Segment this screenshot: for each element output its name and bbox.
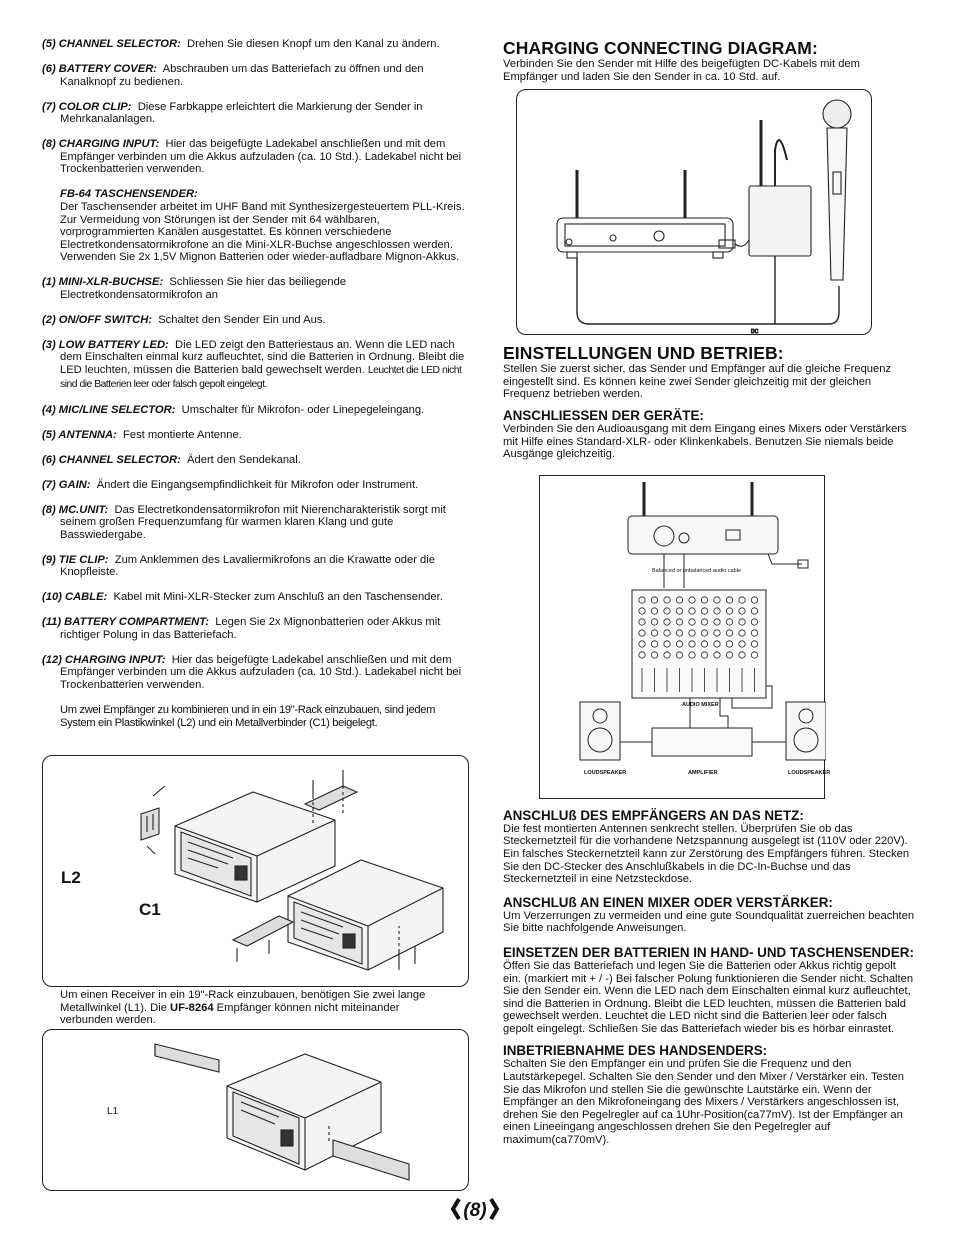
list-item: (9) TIE CLIP: Zum Anklemmen des Lavaliermikrofons an die Krawatte oder die Knopfleiste. [42,553,435,579]
rack-mount-drawing [43,756,470,988]
list-item: (1) MINI-XLR-BUCHSE: Schliessen Sie hier das beiliegende Electretkondensatormikrofon an [42,276,347,301]
ce-mark-icon [449,1197,501,1221]
svg-text:DC: DC [751,329,759,336]
list-item: (5) ANTENNA: Fest montierte Antenne. [42,428,242,441]
batterien-text: Öffen Sie das Batteriefach und legen Sie die Batterien oder Akkus richtig gepolt ein. (markiert mit + / -) Bei falscher Polung funktionieren die Sender nicht. Schalten Sie den Sender ein. Wenn die LED nach dem Einschalten einmal kurz aufleuchtet, sind die Batterien in Ordnung. Bleibt die LED leuchten, müssen die Batterien bald gewechselt werden. Leuchtet die LED nicht sind die Batterien leer oder falsch gepolt eingelegt. Schließen Sie das Batteriefach wieder bis es hörbar einrastet. [503,959,914,1035]
rack-note: Um zwei Empfänger zu kombinieren und in ein 19"-Rack einzubauen, sind jedem System ein Plastikwinkel (L2) und ein Metallverbinder (C1) beigelegt. [60,704,436,729]
loudspeaker-right-label: LOUDSPEAKER [788,769,831,776]
batterien-title: EINSETZEN DER BATTERIEN IN HAND- UND TASCHENSENDER: [503,944,914,960]
audio-setup-drawing [540,476,826,800]
list-item: (6) BATTERY COVER: Abschrauben um das Batteriefach zu öffnen und den Kanalknopf zu bedienen. [42,62,424,88]
receiver-controls-list [42,38,470,176]
audio-mixer-label: AUDIO MIXER [682,701,719,708]
transmitter-controls-list [42,276,470,691]
audio-cable-label: Balanced or unbalanced audio cable [652,567,741,574]
list-item: (6) CHANNEL SELECTOR: Ädert den Sendekanal. [42,453,301,466]
c1-label: C1 [139,900,161,919]
left-column [42,38,470,729]
einstellungen-text: Stellen Sie zuerst sicher, das Sender und Empfänger auf die gleiche Frequenz eingestellt sind. Es können keine zwei Sender gleichzeitig mit der gleichen Frequenz betrieben werden. [503,363,892,401]
list-item: (7) COLOR CLIP: Diese Farbkappe erleichtert die Markierung der Sender in Mehrkanalanlagen. [42,100,423,126]
list-item: (4) MIC/LINE SELECTOR: Umschalter für Mikrofon- oder Linepegeleingang. [42,403,425,416]
amplifier-label: AMPLIFIER [688,769,718,776]
mixer-text: Um Verzerrungen zu vermeiden und eine gute Soundqualität zuerreichen beachten Sie bitte nachfolgende Anweisungen. [503,909,915,935]
anschliessen-title: ANSCHLIESSEN DER GERÄTE: [503,407,704,423]
list-item: (2) ON/OFF SWITCH: Schaltet den Sender Ein und Aus. [42,313,326,326]
l1-label: L1 [107,1106,119,1117]
netz-text: Die fest montierten Antennen senkrecht stellen. Überprüfen Sie ob das Steckernetzteil für die vorhandene Netzspannung ausgelegt ist (110V oder 220V). Ein falsches Steckernetzteil kann zur Zerstörung des Empfängers führen. Stecken Sie den DC-Stecker des Anschlußkabels in die DC-In-Buchse und das Steckernetzteil in eine Netzsteckdose. [503,822,910,886]
list-item: (8) MC.UNIT: Das Electretkondensatormikrofon mit Nierencharakteristik sorgt mit seinem großen Frequenzumfang für warmen klaren Klang und gute Basswiedergabe. [42,503,446,541]
rack-note-single: Um einen Receiver in ein 19"-Rack einzubauen, benötigen Sie zwei lange Metallwinkel (L1). Die UF-8264 Empfänger können nicht miteinander verbunden werden. [60,989,426,1027]
einstellungen-title: EINSTELLUNGEN UND BETRIEB: [503,343,784,364]
page-number: (8) [463,1200,487,1221]
anschliessen-text: Verbinden Sie den Audioausgang mit dem Eingang eines Mixers oder Verstärkers mit Hilfe eines Standard-XLR- oder Klinkenkabels. Benutzen Sie niemals beide Ausgänge gleichzeitig. [503,422,907,461]
handsender-title: INBETRIEBNAHME DES HANDSENDERS: [503,1043,768,1059]
netz-title: ANSCHLUß DES EMPFÄNGERS AN DAS NETZ: [503,807,804,823]
charging-drawing [517,90,873,336]
audio-setup-figure [539,475,831,799]
right-column [503,38,915,1147]
rack-mount-figure-single [42,1029,469,1191]
charging-diagram-title: CHARGING CONNECTING DIAGRAM: [503,38,818,58]
mixer-title: ANSCHLUß AN EINEN MIXER ODER VERSTÄRKER: [503,894,833,910]
l2-label: L2 [61,868,81,887]
list-item: (7) GAIN: Ändert die Eingangsempfindlichkeit für Mikrofon oder Instrument. [42,478,419,491]
charging-diagram-text: Verbinden Sie den Sender mit Hilfe des beigefügten DC-Kabels mit dem Empfänger und laden Sie den Sender in ca. 10 Std. auf. [503,58,860,83]
list-item: (11) BATTERY COMPARTMENT: Legen Sie 2x Mignonbatterien oder Akkus mit richtiger Polung in das Batteriefach. [42,616,441,641]
fb64-description [42,188,470,264]
list-item: (5) CHANNEL SELECTOR: Drehen Sie diesen Knopf um den Kanal zu ändern. [42,38,440,50]
charging-figure [516,89,872,335]
rack-mount-figure-two [42,755,469,987]
list-item: (10) CABLE: Kabel mit Mini-XLR-Stecker zum Anschluß an den Taschensender. [42,591,443,604]
loudspeaker-left-label: LOUDSPEAKER [584,769,627,776]
list-item: (12) CHARGING INPUT: Hier das beigefügte Ladekabel anschließen und mit dem Empfänger verbinden um die Akkus aufzuladen (ca. 10 Std.). Ladekabel nicht bei Trockenbatterien verwenden. [42,653,462,692]
list-item: (8) CHARGING INPUT: Hier das beigefügte Ladekabel anschließen und mit dem Empfänger verbinden um die Akkus aufzuladen (ca. 10 Std.). Ladekabel nicht bei Trockenbatterien verwenden. [42,138,462,176]
fb64-text: Der Taschensender arbeitet im UHF Band mit Synthesizergesteuertem PLL-Kreis. Zur Vermeidung von Störungen ist der Sender mit 64 wählbaren, vorprogrammierten Kanälen ausgestattet. Es können verschiedene Electretkondensatormikrofone an die Mini-XLR-Buchse angeschlossen werden. Verwenden Sie 2x 1,5V Mignon Batterien oder wieder-aufladbare Mignon-Akkus. [60,200,465,264]
list-item: (3) LOW BATTERY LED: Die LED zeigt den Batteriestaus an. Wenn die LED nach dem Einschalten einmal kurz aufleuchtet, sind die Batterien in Ordnung. Bleibt die LED leuchten, müssen die Batterien bald gewechselt werden. Leuchtet die LED nicht sind die Batterien leer oder falsch gepolt eingelegt. [42,338,465,390]
handsender-text: Schalten Sie den Empfänger ein und prüfen Sie die Frequenz und den Lautstärkepegel. Schalten Sie den Sender und den Mixer / Verstärker ein. Testen Sie das Mikrofon und stellen Sie die gewünschte Lautstärke ein. Wenn der Empfänger an den Mikrofoneingang des Mixers / Verstärkers angeschlossen ist, drehen Sie den Pegelregler auf ca 1Uhr-Position(ca77mV). Ist der Empfänger an einen Lineeingang angeschlossen drehen Sie den Pegelregler auf maximum(ca770mV). [503,1058,904,1147]
fb64-title: FB-64 TASCHENSENDER: [60,188,198,201]
